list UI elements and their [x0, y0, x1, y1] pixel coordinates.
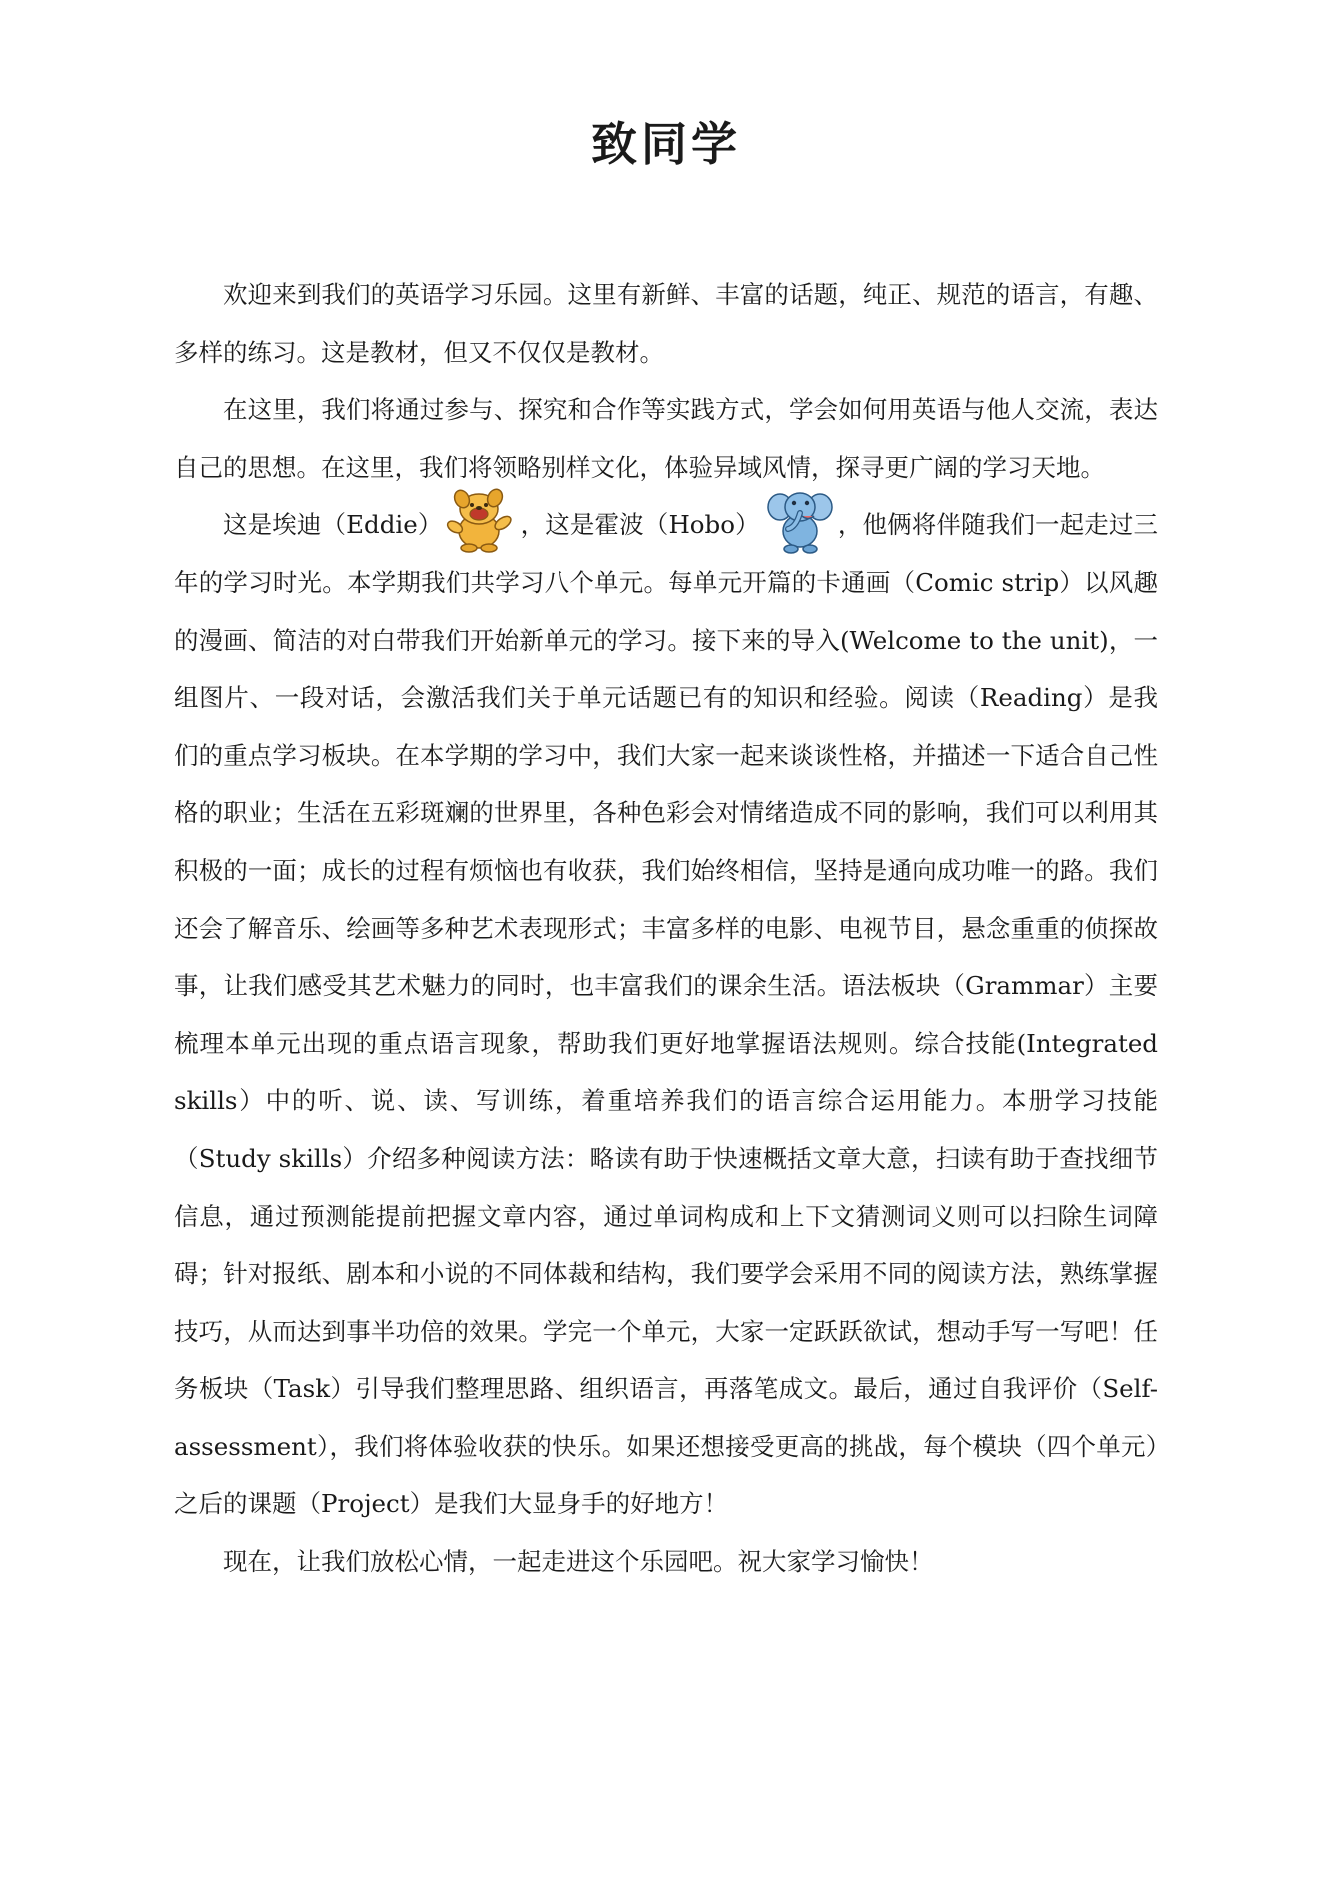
eddie-dog-icon	[443, 499, 521, 543]
page-title: 致同学	[591, 117, 741, 171]
paragraph-units	[174, 496, 1158, 1533]
hobo-elephant-icon	[760, 499, 838, 543]
units-overview-text: ，他俩将伴随我们一起走过三年的学习时光。本学期我们共学习八个单元。每单元开篇的卡通画（Comic strip）以风趣的漫画、简洁的对白带我们开始新单元的学习。接下来的导入(Welcome to the unit)，一组图片、一段对话，会激活我们关于单元话题已有的知识和经验。阅读（Reading）是我们的重点学习板块。在本学期的学习中，我们大家一起来谈谈性格，并描述一下适合自己性格的职业；生活在五彩斑斓的世界里，各种色彩会对情绪造成不同的影响，我们可以利用其积极的一面；成长的过程有烦恼也有收获，我们始终相信，坚持是通向成功唯一的路。我们还会了解音乐、绘画等多种艺术表现形式；丰富多样的电影、电视节目，悬念重重的侦探故事，让我们感受其艺术魅力的同时，也丰富我们的课余生活。语法板块（Grammar）主要梳理本单元出现的重点语言现象，帮助我们更好地掌握语法规则。综合技能(Integrated skills）中的听、说、读、写训练，着重培养我们的语言综合运用能力。本册学习技能（Study skills）介绍多种阅读方法：略读有助于快速概括文章大意，扫读有助于查找细节信息，通过预测能提前把握文章内容，通过单词构成和上下文猜测词义则可以扫除生词障碍；针对报纸、剧本和小说的不同体裁和结构，我们要学会采用不同的阅读方法，熟练掌握技巧，从而达到事半功倍的效果。学完一个单元，大家一定跃跃欲试，想动手写一写吧！任务板块（Task）引导我们整理思路、组织语言，再落笔成文。最后，通过自我评价（Self-assessment），我们将体验收获的快乐。如果还想接受更高的挑战，每个模块（四个单元）之后的课题（Project）是我们大显身手的好地方！	[174, 510, 1158, 1519]
paragraph-intro: 欢迎来到我们的英语学习乐园。这里有新鲜、丰富的话题，纯正、规范的语言，有趣、多样的练习。这是教材，但又不仅仅是教材。	[174, 280, 1158, 367]
paragraph-closing: 现在，让我们放松心情，一起走进这个乐园吧。祝大家学习愉快！	[223, 1547, 934, 1577]
hobo-intro-text: ，这是霍波（Hobo）	[520, 510, 760, 540]
paragraph-practice: 在这里，我们将通过参与、探究和合作等实践方式，学会如何用英语与他人交流，表达自己的思想。在这里，我们将领略别样文化，体验异域风情，探寻更广阔的学习天地。	[174, 395, 1158, 482]
letter-body	[174, 266, 1158, 1591]
eddie-intro-text: 这是埃迪（Eddie）	[223, 510, 443, 540]
